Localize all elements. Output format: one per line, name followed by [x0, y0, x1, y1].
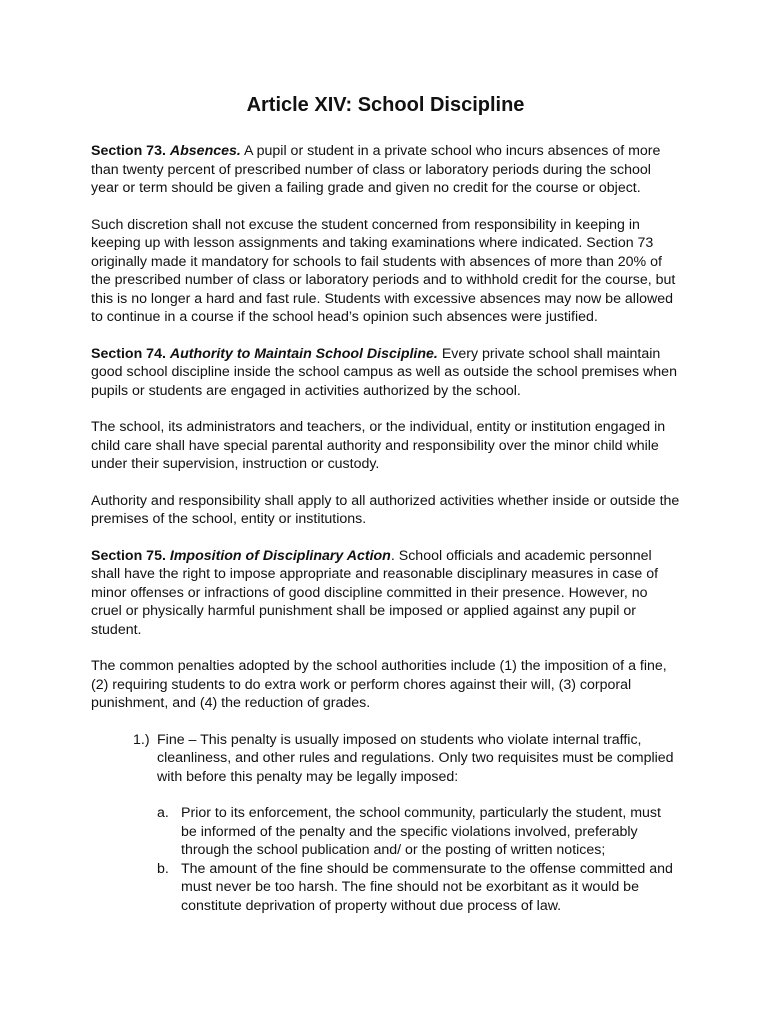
requisite-item-a [157, 804, 680, 860]
penalty-text: Fine – This penalty is usually imposed on students who violate internal traffic, cleanliness, and other rules and regulations. Only two requisites must be complied with before this penalty may be legally imposed: [157, 731, 674, 785]
requisite-text-b: The amount of the fine should be commensurate to the offense committed and must never be too harsh. The fine should not be exorbitant as it would be constitute deprivation of property without due process of law. [181, 860, 673, 914]
section-73-paragraph-2: Such discretion shall not excuse the student concerned from responsibility in keeping in keeping up with lesson assignments and taking examinations where indicated. Section 73 originally made it mandatory for schools to fail students with absences of more than 20% of the prescribed number of class or laboratory periods and to withhold credit for the course, but this is no longer a hard and fast rule. Students with excessive absences may now be allowed to continue in a course if the school head’s opinion such absences were justified. [91, 216, 676, 325]
section-75-body: . School officials and academic personnel shall have the right to impose appropriate and reasonable disciplinary measures in case of minor offenses or infractions of good discipline committed in their presence. However, no cruel or physically harmful punishment shall be imposed or applied against any pupil or student. [91, 547, 659, 638]
requisite-list [157, 804, 680, 915]
page-title: Article XIV: School Discipline [246, 94, 525, 116]
requisite-item-b [157, 860, 680, 916]
section-75-paragraph [91, 547, 680, 640]
requisite-marker-a: a. [157, 805, 169, 821]
section-73-body: A pupil or student in a private school who incurs absences of more than twenty percent of prescribed number of class or laboratory periods during the school year or term should be given a failing grade and given no credit for the course or object. [91, 143, 661, 196]
section-75-paragraph-2: The common penalties adopted by the school authorities include (1) the imposition of a fine, (2) requiring students to do extra work or perform chores against their will, (3) corporal punishment, and (4) the reduction of grades. [91, 658, 667, 711]
section-74-heading: Authority to Maintain School Discipline. [169, 345, 438, 362]
penalty-marker: 1.) [133, 731, 150, 748]
penalty-list [91, 731, 680, 916]
section-74-number: Section 74. [91, 345, 166, 362]
section-73-paragraph [91, 142, 680, 198]
requisite-text-a: Prior to its enforcement, the school community, particularly the student, must be informed of the penalty and the specific violations involved, preferably through the school publication and/ or the posting of written notices; [181, 805, 661, 858]
section-74-paragraph-3: Authority and responsibility shall apply to all authorized activities whether inside or outside the premises of the school, entity or institutions. [91, 492, 680, 527]
section-73-heading: Absences. [169, 143, 241, 159]
requisite-marker-b: b. [157, 860, 169, 877]
section-73-number: Section 73. [91, 143, 166, 159]
section-75-heading: Imposition of Disciplinary Action [169, 547, 391, 564]
penalty-item-fine [91, 731, 680, 916]
section-75-number: Section 75. [91, 547, 166, 564]
section-74-paragraph [91, 345, 680, 401]
section-74-paragraph-2: The school, its administrators and teachers, or the individual, entity or institution engaged in child care shall have special parental authority and responsibility over the minor child while under their supervision, instruction or custody. [91, 419, 666, 472]
section-74-body: Every private school shall maintain good school discipline inside the school campus as well as outside the school premises when pupils or students are engaged in activities authorized by the school. [91, 345, 677, 399]
